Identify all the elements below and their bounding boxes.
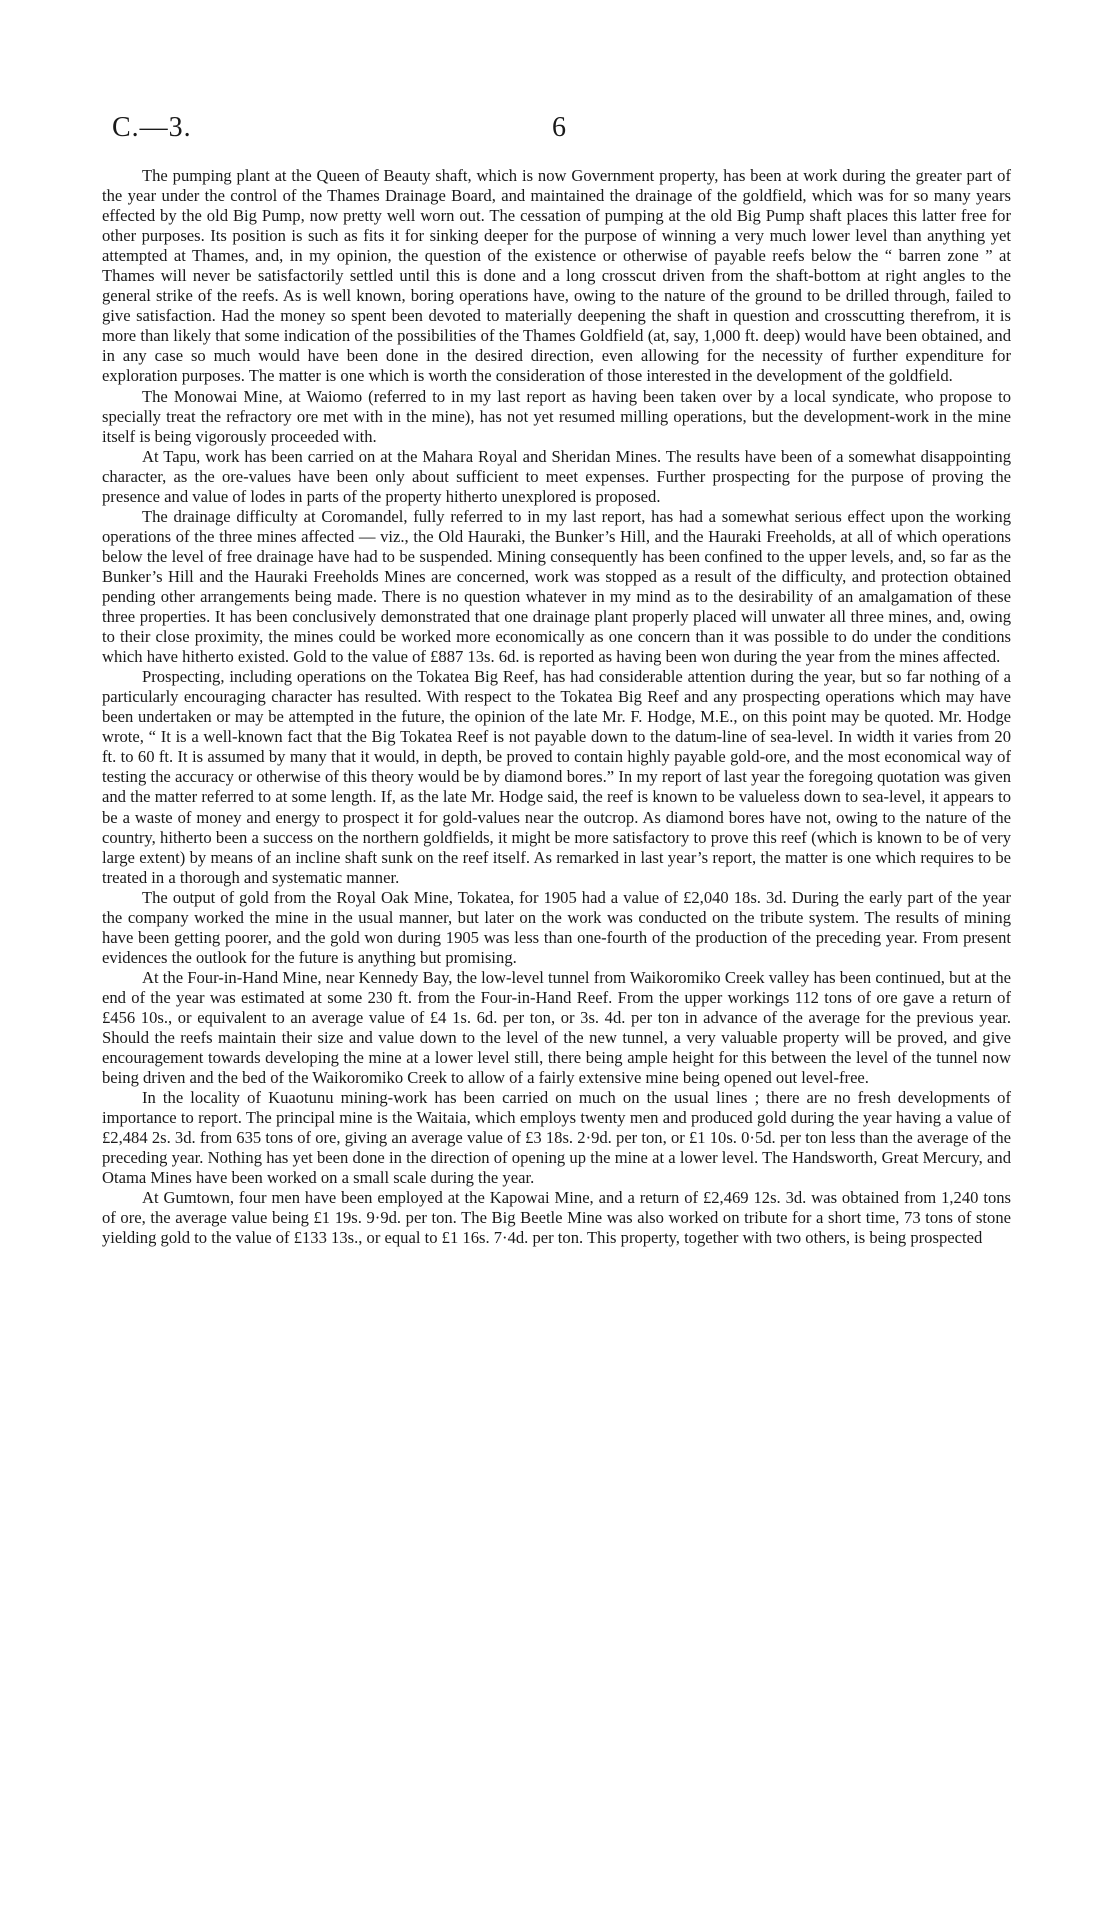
- paragraph-four-in-hand-mine: At the Four-in-Hand Mine, near Kennedy Bay, the low-level tunnel from Waikoromiko Creek valley has been continued, but at the end of the year was estimated at some 230 ft. from the Four-in-Hand Reef. From the upper workings 112 tons of ore gave a return of £456 10s., or equivalent to an average value of £4 1s. 6d. per ton, or 3s. 4d. per ton in advance of the average for the previous year. Should the reefs maintain their size and value down to the level of the new tunnel, a very valuable property will be proved, and give encouragement towards developing the mine at a lower level still, there being ample height for this between the level of the tunnel now being driven and the bed of the Waikoromiko Creek to allow of a fairly extensive mine being opened out level-free.: [102, 967, 1011, 1088]
- page-number: 6: [552, 112, 566, 143]
- body-text: [102, 166, 1011, 1249]
- paragraph-queen-of-beauty: The pumping plant at the Queen of Beauty shaft, which is now Government property, has been at work during the greater part of the year under the control of the Thames Drainage Board, and maintained the drainage of the goldfield, which was for so many years effected by the old Big Pump, now pretty well worn out. The cessation of pumping at the old Big Pump shaft places this latter free for other purposes. Its position is such as fits it for sinking deeper for the purpose of winning a very much lower level than anything yet attempted at Thames, and, in my opinion, the question of the existence or otherwise of payable reefs below the “ barren zone ” at Thames will never be satisfactorily settled until this is done and a long crosscut driven from the shaft-bottom at right angles to the general strike of the reefs. As is well known, boring operations have, owing to the nature of the ground to be drilled through, failed to give satisfaction. Had the money so spent been devoted to materially deepening the shaft in question and crosscutting therefrom, it is more than likely that some indication of the possibilities of the Thames Goldfield (at, say, 1,000 ft. deep) would have been obtained, and in any case so much would have been done in the desired direction, even allowing for the necessity of further expenditure for exploration purposes. The matter is one which is worth the consideration of those interested in the development of the goldfield.: [102, 166, 1011, 386]
- document-reference: C.—3.: [112, 112, 192, 143]
- paragraph-coromandel-drainage: The drainage difficulty at Coromandel, fully referred to in my last report, has had a somewhat serious effect upon the working operations of the three mines affected — viz., the Old Hauraki, the Bunker’s Hill, and the Hauraki Freeholds, at all of which operations below the level of free drainage have had to be suspended. Mining consequently has been confined to the upper levels, and, so far as the Bunker’s Hill and the Hauraki Freeholds Mines are concerned, work was stopped as a result of the difficulty, and protection obtained pending other arrangements being made. There is no question whatever in my mind as to the desirability of an amalgamation of these three properties. It has been conclusively demonstrated that one drainage plant properly placed will unwater all three mines, and, owing to their close proximity, the mines could be worked more economically as one concern than it was possible to do under the conditions which have hitherto existed. Gold to the value of £887 13s. 6d. is reported as having been won during the year from the mines affected.: [102, 506, 1011, 667]
- paragraph-tapu: At Tapu, work has been carried on at the Mahara Royal and Sheridan Mines. The results have been of a somewhat disappointing character, as the ore-values have been only about sufficient to meet expenses. Further prospecting for the purpose of proving the presence and value of lodes in parts of the property hitherto unexplored is proposed.: [102, 446, 1011, 506]
- paragraph-kuaotunu: In the locality of Kuaotunu mining-work has been carried on much on the usual lines ; there are no fresh developments of importance to report. The principal mine is the Waitaia, which employs twenty men and produced gold during the year having a value of £2,484 2s. 3d. from 635 tons of ore, giving an average value of £3 18s. 2·9d. per ton, or £1 10s. 0·5d. per ton less than the average of the preceding year. Nothing has yet been done in the direction of opening up the mine at a lower level. The Handsworth, Great Mercury, and Otama Mines have been worked on a small scale during the year.: [102, 1088, 1011, 1188]
- page-header: [112, 112, 1012, 152]
- paragraph-royal-oak-mine: The output of gold from the Royal Oak Mine, Tokatea, for 1905 had a value of £2,040 18s. 3d. During the early part of the year the company worked the mine in the usual manner, but later on the work was conducted on the tribute system. The results of mining have been getting poorer, and the gold won during 1905 was less than one-fourth of the production of the preceding year. From present evidences the outlook for the future is anything but promising.: [102, 887, 1011, 967]
- paragraph-tokatea-prospecting: Prospecting, including operations on the Tokatea Big Reef, has had considerable attention during the year, but so far nothing of a particularly encouraging character has resulted. With respect to the Tokatea Big Reef and any prospecting operations which may have been undertaken or may be attempted in the future, the opinion of the late Mr. F. Hodge, M.E., on this point may be quoted. Mr. Hodge wrote, “ It is a well-known fact that the Big Tokatea Reef is not payable down to the datum-line of sea-level. In width it varies from 20 ft. to 60 ft. It is assumed by many that it would, in depth, be proved to contain highly payable gold-ore, and the most economical way of testing the accuracy or otherwise of this theory would be by diamond bores.” In my report of last year the foregoing quotation was given and the matter referred to at some length. If, as the late Mr. Hodge said, the reef is known to be valueless down to sea-level, it appears to be a waste of money and energy to prospect it for gold-values near the outcrop. As diamond bores have not, owing to the nature of the country, hitherto been a success on the northern goldfields, it might be more satisfactory to prove this reef (which is known to be of very large extent) by means of an incline shaft sunk on the reef itself. As remarked in last year’s report, the matter is one which requires to be treated in a thorough and systematic manner.: [102, 667, 1011, 887]
- paragraph-gumtown: At Gumtown, four men have been employed at the Kapowai Mine, and a return of £2,469 12s. 3d. was obtained from 1,240 tons of ore, the average value being £1 19s. 9·9d. per ton. The Big Beetle Mine was also worked on tribute for a short time, 73 tons of stone yielding gold to the value of £133 13s., or equal to £1 16s. 7·4d. per ton. This property, together with two others, is being prospected: [102, 1188, 1011, 1248]
- paragraph-monowai-mine: The Monowai Mine, at Waiomo (referred to in my last report as having been taken over by a local syndicate, who propose to specially treat the refractory ore met with in the mine), has not yet resumed milling operations, but the development-work in the mine itself is being vigorously proceeded with.: [102, 386, 1011, 446]
